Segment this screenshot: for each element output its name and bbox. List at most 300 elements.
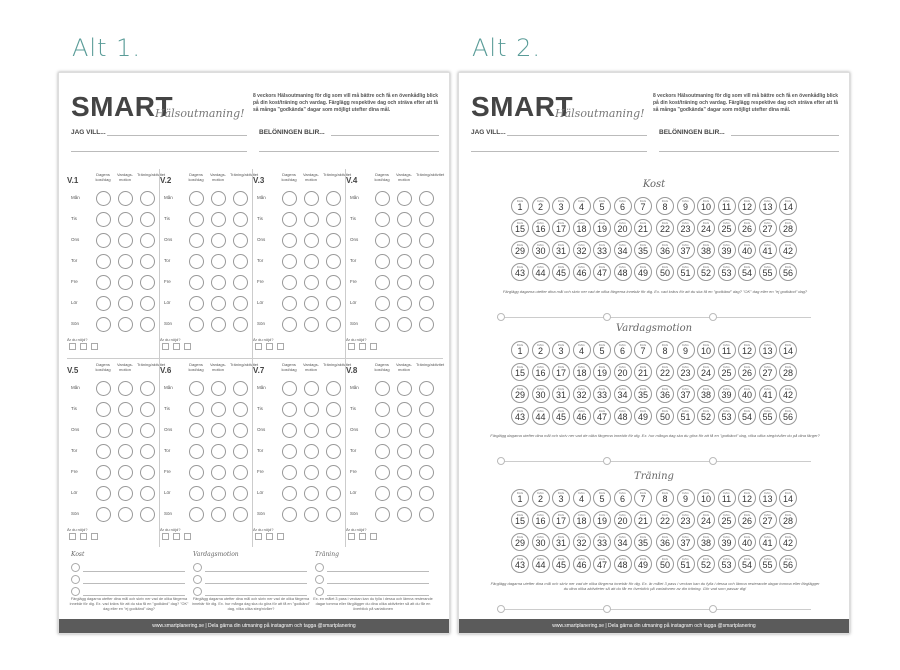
day-circle[interactable] <box>573 511 591 529</box>
answer-checkbox[interactable] <box>277 533 284 540</box>
day-circle[interactable] <box>656 533 674 551</box>
day-circle[interactable] <box>532 489 550 507</box>
day-circle[interactable] <box>718 489 736 507</box>
day-tracker-circle[interactable] <box>326 423 341 438</box>
day-circle[interactable] <box>593 533 611 551</box>
day-tracker-circle[interactable] <box>304 465 319 480</box>
day-circle[interactable] <box>677 197 695 215</box>
day-tracker-circle[interactable] <box>282 275 297 290</box>
day-circle[interactable] <box>738 363 756 381</box>
day-tracker-circle[interactable] <box>96 296 111 311</box>
day-tracker-circle[interactable] <box>96 444 111 459</box>
day-tracker-circle[interactable] <box>96 402 111 417</box>
day-circle[interactable] <box>656 363 674 381</box>
day-tracker-circle[interactable] <box>326 317 341 332</box>
legend-color-circle[interactable] <box>71 587 80 596</box>
day-circle[interactable] <box>614 341 632 359</box>
day-tracker-circle[interactable] <box>140 212 155 227</box>
day-tracker-circle[interactable] <box>140 444 155 459</box>
day-circle[interactable] <box>573 489 591 507</box>
day-circle[interactable] <box>656 341 674 359</box>
day-tracker-circle[interactable] <box>304 444 319 459</box>
day-tracker-circle[interactable] <box>419 444 434 459</box>
legend-color-circle[interactable] <box>71 563 80 572</box>
day-tracker-circle[interactable] <box>282 296 297 311</box>
day-circle[interactable] <box>593 489 611 507</box>
legend-color-circle[interactable] <box>603 605 611 613</box>
day-tracker-circle[interactable] <box>118 296 133 311</box>
day-circle[interactable] <box>573 363 591 381</box>
day-tracker-circle[interactable] <box>304 212 319 227</box>
answer-checkbox[interactable] <box>69 343 76 350</box>
day-circle[interactable] <box>573 241 591 259</box>
day-circle[interactable] <box>677 263 695 281</box>
day-tracker-circle[interactable] <box>304 423 319 438</box>
day-tracker-circle[interactable] <box>140 423 155 438</box>
day-tracker-circle[interactable] <box>96 191 111 206</box>
day-circle[interactable] <box>593 341 611 359</box>
day-tracker-circle[interactable] <box>233 275 248 290</box>
day-tracker-circle[interactable] <box>419 465 434 480</box>
day-tracker-circle[interactable] <box>326 507 341 522</box>
day-circle[interactable] <box>656 555 674 573</box>
day-tracker-circle[interactable] <box>397 275 412 290</box>
day-tracker-circle[interactable] <box>326 296 341 311</box>
day-circle[interactable] <box>552 385 570 403</box>
day-circle[interactable] <box>759 555 777 573</box>
day-tracker-circle[interactable] <box>140 465 155 480</box>
day-circle[interactable] <box>677 511 695 529</box>
day-circle[interactable] <box>511 533 529 551</box>
answer-checkbox[interactable] <box>370 343 377 350</box>
legend-color-circle[interactable] <box>497 313 505 321</box>
day-tracker-circle[interactable] <box>140 191 155 206</box>
day-circle[interactable] <box>511 263 529 281</box>
day-tracker-circle[interactable] <box>96 254 111 269</box>
day-circle[interactable] <box>634 555 652 573</box>
beloningen-line-2[interactable] <box>259 151 439 152</box>
day-circle[interactable] <box>532 241 550 259</box>
day-tracker-circle[interactable] <box>304 402 319 417</box>
answer-checkbox[interactable] <box>162 533 169 540</box>
day-circle[interactable] <box>697 511 715 529</box>
day-tracker-circle[interactable] <box>118 254 133 269</box>
beloningen-line-2[interactable] <box>659 151 839 152</box>
day-circle[interactable] <box>614 533 632 551</box>
day-tracker-circle[interactable] <box>282 486 297 501</box>
day-tracker-circle[interactable] <box>96 507 111 522</box>
day-circle[interactable] <box>573 407 591 425</box>
day-tracker-circle[interactable] <box>419 233 434 248</box>
day-circle[interactable] <box>779 555 797 573</box>
day-circle[interactable] <box>552 241 570 259</box>
day-circle[interactable] <box>718 241 736 259</box>
day-tracker-circle[interactable] <box>375 296 390 311</box>
day-tracker-circle[interactable] <box>419 507 434 522</box>
day-circle[interactable] <box>677 363 695 381</box>
day-circle[interactable] <box>738 555 756 573</box>
day-tracker-circle[interactable] <box>211 317 226 332</box>
day-tracker-circle[interactable] <box>397 233 412 248</box>
day-tracker-circle[interactable] <box>233 191 248 206</box>
day-circle[interactable] <box>634 341 652 359</box>
day-circle[interactable] <box>677 385 695 403</box>
day-tracker-circle[interactable] <box>419 212 434 227</box>
answer-checkbox[interactable] <box>266 343 273 350</box>
day-tracker-circle[interactable] <box>397 465 412 480</box>
day-circle[interactable] <box>573 533 591 551</box>
legend-color-circle[interactable] <box>193 587 202 596</box>
day-tracker-circle[interactable] <box>189 317 204 332</box>
day-tracker-circle[interactable] <box>397 444 412 459</box>
day-tracker-circle[interactable] <box>118 233 133 248</box>
day-tracker-circle[interactable] <box>419 423 434 438</box>
day-tracker-circle[interactable] <box>397 191 412 206</box>
day-tracker-circle[interactable] <box>233 465 248 480</box>
day-circle[interactable] <box>738 511 756 529</box>
day-tracker-circle[interactable] <box>397 296 412 311</box>
day-circle[interactable] <box>614 489 632 507</box>
day-circle[interactable] <box>738 407 756 425</box>
day-circle[interactable] <box>759 511 777 529</box>
day-tracker-circle[interactable] <box>419 191 434 206</box>
legend-color-circle[interactable] <box>193 575 202 584</box>
day-tracker-circle[interactable] <box>189 423 204 438</box>
day-circle[interactable] <box>677 407 695 425</box>
day-circle[interactable] <box>593 407 611 425</box>
day-tracker-circle[interactable] <box>211 465 226 480</box>
legend-line[interactable] <box>327 583 429 584</box>
day-circle[interactable] <box>697 341 715 359</box>
day-circle[interactable] <box>779 489 797 507</box>
beloningen-line[interactable] <box>731 135 839 136</box>
day-tracker-circle[interactable] <box>397 507 412 522</box>
day-tracker-circle[interactable] <box>118 317 133 332</box>
answer-checkbox[interactable] <box>370 533 377 540</box>
day-circle[interactable] <box>779 511 797 529</box>
legend-color-circle[interactable] <box>315 563 324 572</box>
day-tracker-circle[interactable] <box>233 254 248 269</box>
day-circle[interactable] <box>759 197 777 215</box>
day-tracker-circle[interactable] <box>211 296 226 311</box>
day-tracker-circle[interactable] <box>118 486 133 501</box>
day-tracker-circle[interactable] <box>419 486 434 501</box>
jag-vill-line-2[interactable] <box>71 151 247 152</box>
day-tracker-circle[interactable] <box>419 254 434 269</box>
day-circle[interactable] <box>593 363 611 381</box>
day-circle[interactable] <box>532 263 550 281</box>
answer-checkbox[interactable] <box>266 533 273 540</box>
day-tracker-circle[interactable] <box>375 444 390 459</box>
day-circle[interactable] <box>511 241 529 259</box>
day-tracker-circle[interactable] <box>282 465 297 480</box>
day-circle[interactable] <box>614 511 632 529</box>
day-tracker-circle[interactable] <box>118 275 133 290</box>
day-circle[interactable] <box>779 341 797 359</box>
day-tracker-circle[interactable] <box>189 381 204 396</box>
day-tracker-circle[interactable] <box>304 507 319 522</box>
day-circle[interactable] <box>738 489 756 507</box>
day-circle[interactable] <box>779 533 797 551</box>
day-circle[interactable] <box>573 385 591 403</box>
day-tracker-circle[interactable] <box>282 402 297 417</box>
day-circle[interactable] <box>634 385 652 403</box>
day-tracker-circle[interactable] <box>233 233 248 248</box>
day-tracker-circle[interactable] <box>189 191 204 206</box>
day-circle[interactable] <box>656 241 674 259</box>
answer-checkbox[interactable] <box>348 343 355 350</box>
day-tracker-circle[interactable] <box>140 296 155 311</box>
day-circle[interactable] <box>759 363 777 381</box>
legend-color-circle[interactable] <box>315 587 324 596</box>
answer-checkbox[interactable] <box>173 533 180 540</box>
day-circle[interactable] <box>634 533 652 551</box>
day-circle[interactable] <box>718 363 736 381</box>
legend-color-circle[interactable] <box>603 313 611 321</box>
day-circle[interactable] <box>718 197 736 215</box>
day-tracker-circle[interactable] <box>211 423 226 438</box>
day-circle[interactable] <box>697 555 715 573</box>
day-circle[interactable] <box>759 219 777 237</box>
day-tracker-circle[interactable] <box>189 486 204 501</box>
day-circle[interactable] <box>634 197 652 215</box>
day-circle[interactable] <box>779 263 797 281</box>
day-tracker-circle[interactable] <box>140 254 155 269</box>
answer-checkbox[interactable] <box>80 343 87 350</box>
day-circle[interactable] <box>697 533 715 551</box>
day-circle[interactable] <box>718 407 736 425</box>
legend-line[interactable] <box>205 595 307 596</box>
day-tracker-circle[interactable] <box>282 233 297 248</box>
day-circle[interactable] <box>593 263 611 281</box>
day-circle[interactable] <box>656 219 674 237</box>
day-circle[interactable] <box>718 219 736 237</box>
legend-color-circle[interactable] <box>709 313 717 321</box>
day-tracker-circle[interactable] <box>233 212 248 227</box>
day-tracker-circle[interactable] <box>326 233 341 248</box>
day-tracker-circle[interactable] <box>282 381 297 396</box>
day-tracker-circle[interactable] <box>118 212 133 227</box>
day-tracker-circle[interactable] <box>375 465 390 480</box>
day-circle[interactable] <box>738 385 756 403</box>
day-circle[interactable] <box>738 241 756 259</box>
day-tracker-circle[interactable] <box>233 381 248 396</box>
day-tracker-circle[interactable] <box>304 317 319 332</box>
day-circle[interactable] <box>738 197 756 215</box>
day-tracker-circle[interactable] <box>189 212 204 227</box>
day-tracker-circle[interactable] <box>96 275 111 290</box>
day-tracker-circle[interactable] <box>211 444 226 459</box>
day-tracker-circle[interactable] <box>326 254 341 269</box>
day-circle[interactable] <box>552 407 570 425</box>
day-circle[interactable] <box>677 533 695 551</box>
day-tracker-circle[interactable] <box>189 465 204 480</box>
day-tracker-circle[interactable] <box>375 275 390 290</box>
day-circle[interactable] <box>573 555 591 573</box>
day-circle[interactable] <box>697 363 715 381</box>
legend-line[interactable] <box>83 595 185 596</box>
jag-vill-line[interactable] <box>107 135 247 136</box>
day-tracker-circle[interactable] <box>419 402 434 417</box>
answer-checkbox[interactable] <box>255 533 262 540</box>
day-circle[interactable] <box>779 219 797 237</box>
day-tracker-circle[interactable] <box>304 191 319 206</box>
day-tracker-circle[interactable] <box>211 233 226 248</box>
legend-color-circle[interactable] <box>497 457 505 465</box>
day-circle[interactable] <box>573 341 591 359</box>
day-tracker-circle[interactable] <box>282 444 297 459</box>
day-circle[interactable] <box>532 197 550 215</box>
day-tracker-circle[interactable] <box>397 486 412 501</box>
day-circle[interactable] <box>634 219 652 237</box>
day-circle[interactable] <box>697 263 715 281</box>
day-tracker-circle[interactable] <box>211 381 226 396</box>
day-tracker-circle[interactable] <box>140 381 155 396</box>
day-tracker-circle[interactable] <box>304 296 319 311</box>
day-circle[interactable] <box>552 533 570 551</box>
day-tracker-circle[interactable] <box>189 296 204 311</box>
day-tracker-circle[interactable] <box>326 465 341 480</box>
day-tracker-circle[interactable] <box>419 275 434 290</box>
day-circle[interactable] <box>759 407 777 425</box>
day-circle[interactable] <box>511 341 529 359</box>
day-circle[interactable] <box>511 407 529 425</box>
day-circle[interactable] <box>614 197 632 215</box>
day-circle[interactable] <box>593 241 611 259</box>
day-circle[interactable] <box>532 363 550 381</box>
day-tracker-circle[interactable] <box>282 191 297 206</box>
day-circle[interactable] <box>697 219 715 237</box>
day-tracker-circle[interactable] <box>211 191 226 206</box>
day-tracker-circle[interactable] <box>140 275 155 290</box>
day-circle[interactable] <box>511 219 529 237</box>
day-tracker-circle[interactable] <box>326 212 341 227</box>
day-tracker-circle[interactable] <box>140 402 155 417</box>
day-circle[interactable] <box>614 241 632 259</box>
legend-color-circle[interactable] <box>709 605 717 613</box>
day-circle[interactable] <box>697 241 715 259</box>
jag-vill-line[interactable] <box>507 135 647 136</box>
day-circle[interactable] <box>759 533 777 551</box>
day-circle[interactable] <box>759 241 777 259</box>
day-circle[interactable] <box>593 511 611 529</box>
day-circle[interactable] <box>738 341 756 359</box>
day-circle[interactable] <box>532 219 550 237</box>
day-circle[interactable] <box>552 489 570 507</box>
day-circle[interactable] <box>759 385 777 403</box>
day-circle[interactable] <box>718 341 736 359</box>
day-tracker-circle[interactable] <box>375 486 390 501</box>
day-circle[interactable] <box>511 385 529 403</box>
day-circle[interactable] <box>614 263 632 281</box>
day-circle[interactable] <box>532 533 550 551</box>
day-circle[interactable] <box>532 407 550 425</box>
day-tracker-circle[interactable] <box>118 507 133 522</box>
legend-line[interactable] <box>327 595 429 596</box>
day-circle[interactable] <box>552 511 570 529</box>
day-circle[interactable] <box>677 341 695 359</box>
day-circle[interactable] <box>634 489 652 507</box>
day-tracker-circle[interactable] <box>397 423 412 438</box>
day-tracker-circle[interactable] <box>304 381 319 396</box>
day-circle[interactable] <box>656 385 674 403</box>
day-tracker-circle[interactable] <box>118 465 133 480</box>
day-tracker-circle[interactable] <box>96 317 111 332</box>
day-circle[interactable] <box>697 489 715 507</box>
day-circle[interactable] <box>532 341 550 359</box>
day-circle[interactable] <box>656 511 674 529</box>
day-tracker-circle[interactable] <box>397 254 412 269</box>
day-tracker-circle[interactable] <box>304 486 319 501</box>
day-circle[interactable] <box>634 511 652 529</box>
day-circle[interactable] <box>532 385 550 403</box>
legend-color-circle[interactable] <box>497 605 505 613</box>
day-circle[interactable] <box>738 263 756 281</box>
day-tracker-circle[interactable] <box>397 381 412 396</box>
day-circle[interactable] <box>552 197 570 215</box>
day-tracker-circle[interactable] <box>304 254 319 269</box>
day-tracker-circle[interactable] <box>375 507 390 522</box>
day-circle[interactable] <box>738 219 756 237</box>
day-circle[interactable] <box>634 241 652 259</box>
answer-checkbox[interactable] <box>359 533 366 540</box>
day-circle[interactable] <box>511 555 529 573</box>
day-tracker-circle[interactable] <box>211 212 226 227</box>
day-tracker-circle[interactable] <box>326 275 341 290</box>
day-tracker-circle[interactable] <box>397 212 412 227</box>
day-tracker-circle[interactable] <box>282 254 297 269</box>
day-circle[interactable] <box>697 407 715 425</box>
day-circle[interactable] <box>552 263 570 281</box>
day-tracker-circle[interactable] <box>233 296 248 311</box>
day-circle[interactable] <box>593 385 611 403</box>
day-circle[interactable] <box>779 197 797 215</box>
legend-color-circle[interactable] <box>193 563 202 572</box>
answer-checkbox[interactable] <box>348 533 355 540</box>
day-circle[interactable] <box>718 511 736 529</box>
answer-checkbox[interactable] <box>255 343 262 350</box>
beloningen-line[interactable] <box>331 135 439 136</box>
day-tracker-circle[interactable] <box>326 444 341 459</box>
day-tracker-circle[interactable] <box>282 317 297 332</box>
legend-line[interactable] <box>83 571 185 572</box>
day-tracker-circle[interactable] <box>326 191 341 206</box>
day-tracker-circle[interactable] <box>282 507 297 522</box>
day-tracker-circle[interactable] <box>211 507 226 522</box>
day-circle[interactable] <box>656 197 674 215</box>
day-tracker-circle[interactable] <box>189 507 204 522</box>
day-tracker-circle[interactable] <box>96 381 111 396</box>
answer-checkbox[interactable] <box>173 343 180 350</box>
day-tracker-circle[interactable] <box>375 402 390 417</box>
day-circle[interactable] <box>634 263 652 281</box>
day-tracker-circle[interactable] <box>96 486 111 501</box>
day-tracker-circle[interactable] <box>96 212 111 227</box>
day-circle[interactable] <box>614 385 632 403</box>
day-tracker-circle[interactable] <box>211 275 226 290</box>
day-tracker-circle[interactable] <box>140 507 155 522</box>
day-circle[interactable] <box>614 407 632 425</box>
legend-line[interactable] <box>205 583 307 584</box>
day-circle[interactable] <box>634 407 652 425</box>
day-tracker-circle[interactable] <box>233 507 248 522</box>
day-circle[interactable] <box>779 241 797 259</box>
day-circle[interactable] <box>779 407 797 425</box>
day-tracker-circle[interactable] <box>140 317 155 332</box>
day-circle[interactable] <box>718 263 736 281</box>
day-tracker-circle[interactable] <box>419 317 434 332</box>
day-circle[interactable] <box>656 489 674 507</box>
